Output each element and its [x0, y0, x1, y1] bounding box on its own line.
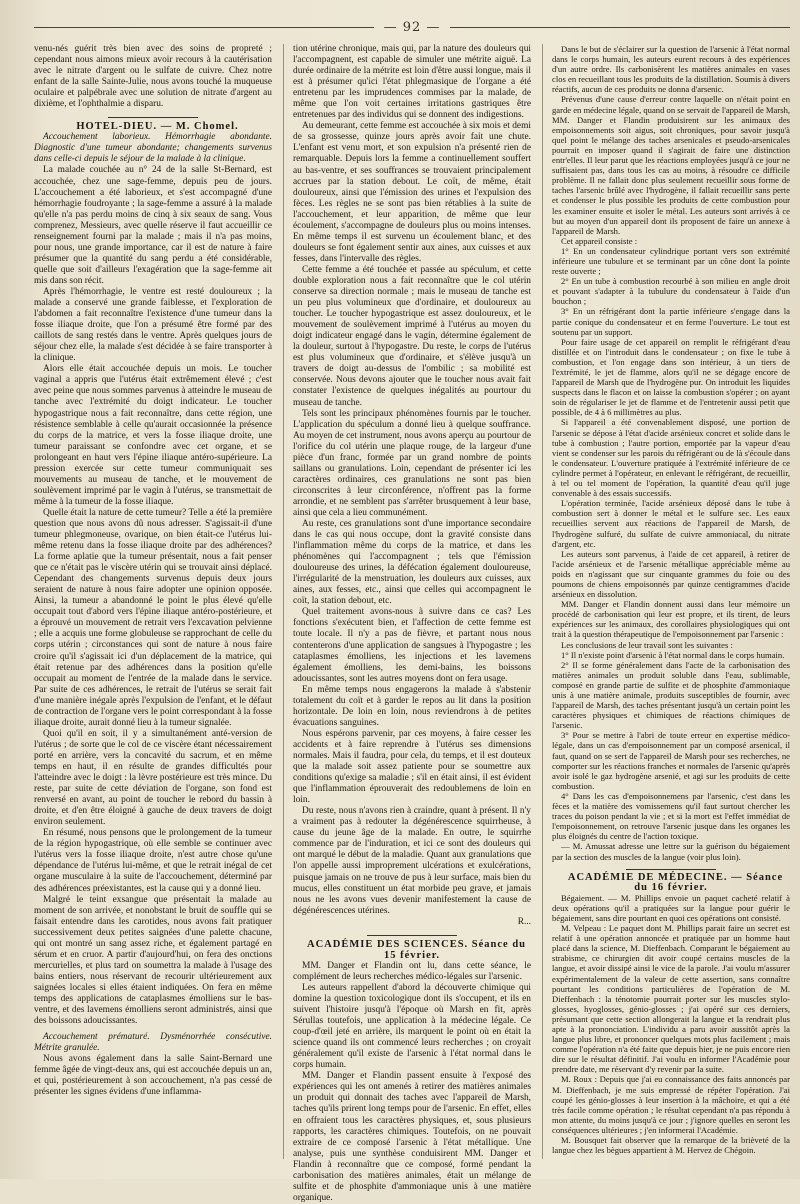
header-rule-left — [34, 27, 374, 28]
page-header — [34, 16, 790, 38]
section-divider — [367, 935, 457, 936]
paragraph: tion utérine chronique, mais qui, par la nature des douleurs qui l'accompagnent, est capable de simuler une métrite aiguë. La durée ordinaire de la métrite est loin d'être aussi longue, mais il est à présumer qu'ici l'état phlegmasique de l'organe a été entretenu par les imprudences commises par la malade, de même que l'on voit certaines irritations gastriques être entretenues par des individus qui se donnent des indigestions. — [293, 44, 531, 121]
paragraph: Quoi qu'il en soit, il y a simultanément anté-version de l'utérus ; de sorte que le col de ce viscère étant nécessairement porté en arrière, vers la concavité du sacrum, et en même temps en haut, il en résulte de grandes difficultés pour l'atteindre avec le doigt : la lèvre postérieure est très mince. Du reste, par suite de cette déviation de l'organe, son fond est renversé en avant, au point de toucher le rebord du bassin à droite, et d'en être éloigné à gauche de deux travers de doigt environ seulement. — [34, 728, 272, 828]
paragraph: MM. Danger et Flandin donnent aussi dans leur mémoire un procédé de carbonisation qui leur est propre, et ils tirent, de leurs expériences sur les animaux, des corollaires physiologiques qui ont trait à la question thérapeutique de l'empoisonnement par l'arsenic : — [552, 599, 790, 640]
paragraph: Nous avons également dans la salle Saint-Bernard une femme âgée de vingt-deux ans, qui est accouchée depuis un an, et qui, postérieurement à son accouchement, n'a pas cessé de présenter les signes évidens d'une inflamma- — [34, 1054, 272, 1098]
paragraph: Cet appareil consiste : — [561, 235, 638, 246]
paragraph: 3° En un réfrigérant dont la partie inférieure s'engage dans la partie conique du condensateur et en ferme l'ouverture. Le tout est soutenu par un support. — [552, 306, 790, 337]
paragraph: — M. Amussat adresse une lettre sur la guérison du bégaiement par la section des muscles de la langue (voir plus loin). — [552, 841, 790, 862]
paragraph: Quel traitement avons-nous à suivre dans ce cas? Les fonctions s'exécutent bien, et l'affection de cette femme est toute locale. Il n'y a pas de fièvre, et partant nous nous contenterons d'une application de sangsues à l'hypogastre ; les cataplasmes émolliens, les injections et les lavemens également émolliens, les demi-bains, les boissons adoucissantes, sont les autres moyens dont on fera usage. — [293, 607, 531, 684]
column-3 — [542, 44, 790, 1159]
page-number: — 92 — — [383, 19, 441, 35]
paragraph: M. Bousquet fait observer que la remarque de la brièveté de la langue chez les bègues appartient à M. Hervez de Chégoin. — [552, 1135, 790, 1156]
paragraph: 1° En un condensateur cylindrique portant vers son extrémité inférieure une tubulure et se terminant par un cône dont la pointe reste ouverte ; — [552, 245, 790, 277]
column-1 — [34, 44, 272, 1159]
paragraph: Quelle était la nature de cette tumeur? Telle a été la première question que nous avons dû nous adresser. S'agissait-il d'une tumeur phlegmoneuse, ovarique, on bien était-ce l'utérus lui-même retenu dans la fosse iliaque droite par des adhérences? La forme aplatie que la tumeur présentait, nous a fait penser que ce n'était pas le viscère utérin qui se trouvait ainsi déplacé. Cependant des changements survenus depuis deux jours seraient de nature à nous faire adopter une opinion opposée. Ainsi, la tumeur a abandonné le point le plus élevé qu'elle occupait tout d'abord vers l'épine iliaque antéro-postérieure, et a éprouvé un mouvement de retrait vers l'excavation pelvienne ; elle a acquis une forme globuleuse se rapprochant de celle du corps utérin ; circonstances qui sont de nature à nous faire croire qu'il s'agissait ici d'un déplacement de la matrice, qui était retenue par des adhérences dans la position qu'elle occupait au moment de l'entrée de la malade dans le service. Par suite de ces adhérences, le retrait de l'utérus se serait fait d'une manière inégale après l'expulsion de l'enfant, et le défaut de contraction de l'organe vers le point correspondant à la fosse iliaque droite, aurait donné lieu à la tumeur signalée. — [34, 507, 272, 728]
section-title: ACADÉMIE DE MÉDECINE. — Séance du 16 février. — [567, 871, 784, 893]
paragraph: En même temps nous engagerons la malade à s'abstenir totalement du coït et à garder le repos au lit dans la position horizontale. De loin en loin, nous reviendrons à de petites évacuations sanguines. — [293, 684, 531, 728]
paragraph: Prévenus d'une cause d'erreur contre laquelle on n'était point en garde en médecine légale, quand on se servait de l'appareil de Marsh, MM. Danger et Flandin produisirent sur les animaux des empoisonnements soit aigus, soit chroniques, pour savoir jusqu'à quel point le mélange des taches arsenicales et pseudo-arsenicales pourrait en imposer quand il s'agirait de faire une distinction entr'elles. Il leur parut que les réactions employées jusqu'à ce jour ne suffisaient pas, dans tous les cas au moins, à résoudre ce difficile problème. Il ne fallait donc plus seulement recueillir sous forme de taches l'arsenic brûlé avec l'hydrogène, il fallait recueillir sans perte et condenser le plus possible les produits de cette combustion pour les examiner ensuite et isoler le métal. Les auteurs sont arrivés à ce but au moyen d'un appareil dont ils proposent de faire un annexe à l'appareil de Marsh. — [552, 94, 791, 236]
paragraph: M. Velpeau : Le paquet dont M. Phillips parait faire un secret est relatif à une opération annoncée et pratiquée par un homme haut placé dans la science, M. Dieffenbach. Comparant le bégaiement au strabisme, ce chirurgien dit avoir coupé certains muscles de la langue, et avoir dissipé ainsi le vice de la parole. J'ai voulu m'assurer expérimentalement de la valeur de cette assertion, sans connaître pourtant les conditions particulières de l'opération de M. Dieffenbach : la ténotomie pourrait porter sur les muscles stylo-glosses, hyoglosses, génio-glosses ; j'ai opéré sur ces derniers, présumant que cette section allongerait la langue et la rendrait plus apte à la prononciation. L'individu a paru avoir aussitôt après la langue plus libre, et prononcer quelques mots plus facilement ; mais comme l'opération n'a été faite que depuis hier, je ne puis encore rien dire sur le résultat définitif. J'ai voulu en informer l'Académie pour prendre date, me réservant d'y revenir par la suite. — [552, 923, 790, 1075]
text-columns — [34, 44, 791, 1203]
paragraph: Du reste, nous n'avons rien à craindre, quant à présent. Il n'y a vraiment pas à redouter la dégénérescence squirrheuse, à cause du jeune âge de la malade. En outre, le squirrhe commence par de l'induration, et ici ce sont des douleurs qui ont marqué le début de la maladie. Quant aux granulations que l'on appelle aussi improprement ulcérations et exulcérations, puisque jamais on ne trouve de pus à leur surface, mais bien du mucus, elles constituent un état morbide peu grave, et jamais nous ne les avons vues devenir manifestement la cause de dégénérescences utérines. — [293, 806, 531, 916]
paragraph: 2° En un tube à combustion recourbé à son milieu en angle droit et pouvant s'adapter à la tubulure du condensateur à l'aide d'un bouchon ; — [552, 276, 790, 307]
paragraph: MM. Danger et Flandin passent ensuite à l'exposé des expériences qui les ont amenés à retirer des matières animales un produit qui donnait des taches avec l'appareil de Marsh, taches qu'ils prirent long temps pour de l'arsenic. En effet, elles en offraient tous les caractères physiques, et, sous plusieurs rapports, les caractères chimiques. Toutefois, on ne pouvait extraire de ce composé l'arsenic à l'état métallique. Une analyse, puis une synthèse conduisirent MM. Danger et Flandin à reconnaître que ce composé, formé pendant la carbonisation des matières animales, était un mélange de sulfite et de phosphite d'ammoniaque unis à une matière organique. — [293, 1071, 531, 1203]
section-title: HOTEL-DIEU. — M. Chomel. — [76, 121, 239, 133]
section-title: ACADÉMIE DES SCIENCES. Séance du 15 février. — [307, 938, 526, 961]
paragraph: Bégaiement. — M. Phillips envoie un paquet cacheté relatif à deux opérations qu'il a pratiquées sur la langue pour guérir le bégaiement, sans dire pourtant en quoi ces opérations ont consisté. — [552, 892, 790, 923]
paragraph: venu-nés guérit très bien avec des soins de propreté ; cependant nous aimons mieux avoir recours à la cautérisation avec le nitrate d'argent ou le sulfate de cuivre. Chez notre enfant de la salle Sainte-Julie, nous avons touché la muqueuse oculaire et palpébrale avec une solution de nitrate d'argent au dixième, et l'ophthalmie a disparu. — [34, 44, 272, 110]
header-rule-right — [450, 27, 790, 28]
paragraph: Au demeurant, cette femme est accouchée à six mois et demi de sa grossesse, quinze jours après avoir fait une chute. L'enfant est venu mort, et son expulsion n'a présenté rien de remarquable. Depuis lors la femme a continuellement souffert au bas-ventre, et ses souffrances se trouvaient principalement accrues par la station debout. Le coït, de même, était douloureux, ainsi que l'émission des urines et l'expulsion des fèces. Les règles ne se sont pas bien rétablies à la suite de l'accouchement, et leur apparition, de même que leur écoulement, s'accompagne de douleurs plus ou moins intenses. En même temps il est survenu un écoulement blanc, et des douleurs se font également sentir aux aines, aux cuisses et aux fesses, dans l'intervalle des règles. — [293, 121, 531, 264]
paragraph: 1° Il n'existe point d'arsenic à l'état normal dans le corps humain. — [561, 649, 785, 660]
paragraph: Dans le but de s'éclairer sur la question de l'arsenic à l'état normal dans le corps humain, les auteurs eurent recours à des expériences d'un autre ordre. Ils carbonisèrent les matières animales en vases clos en recueillant tous les produits de la distillation. Soumis à divers réactifs, aucun de ces produits ne donna d'arsenic. — [552, 44, 790, 95]
paragraph: Cette femme a été touchée et passée au spéculum, et cette double exploration nous a fait reconnaître que le col utérin conserve sa direction normale ; mais le museau de tanche est un peu plus volumineux que d'ordinaire, et douloureux au toucher. Le toucher hypogastrique est assez douloureux, et le mouvement de soulèvement imprimé à l'utérus au moyen du doigt indicateur engagé dans le vagin, détermine également de la douleur, surtout à l'hypogastre. Du reste, le corps de l'utérus est plus volumineux que d'ordinaire, et s'élève jusqu'à un travers de doigt au-dessus de l'ombilic ; sa mobilité est conservée. Nous devons ajouter que le toucher nous avait fait constater l'existence de quelques inégalités au pourtour du museau de tanche. — [293, 264, 531, 408]
paragraph: Si l'appareil a été convenablement disposé, une portion de l'arsenic se dépose à l'état d'acide arsénieux concret et solide dans le tube à combustion ; l'autre portion, emportée par la vapeur d'eau vient se condenser sur les parois du réfrigérant ou de là s'écoule dans le condensateur. L'ouverture pratiquée à l'extrémité inférieure de ce cylindre permet à l'opérateur, en enlevant le réfrigérant, de recueillir, à tel ou tel moment de l'opération, la quantité d'eau qu'il juge convenable à des essais successifs. — [552, 417, 790, 499]
paragraph: Les conclusions de leur travail sont les suivantes : — [561, 639, 733, 650]
section-divider — [626, 869, 716, 870]
paragraph: Pour faire usage de cet appareil on remplit le réfrigérant d'eau distillée et on l'introduit dans le condensateur ; on fixe le tube à combustion, et l'on engage dans son intérieur, à un tiers de l'extrémité, le jet de flamme, alors qu'il ne se dégage encore de l'appareil de Marsh que de l'hydrogène pur. On introduit les liquides suspects dans le flacon et on laisse la combustion s'opérer ; on ayant soin de régulariser le jet de flamme et de l'entretenir aussi petit que possible, de 4 à 6 millimètres au plus. — [552, 336, 790, 418]
paragraph: L'opération terminée, l'acide arsénieux déposé dans le tube à combustion sert à donner le métal et le sulfure sec. Les eaux recueillies servent aux réactions de l'appareil de Marsh, de l'hydrogène sulfuré, du sulfate de cuivre ammoniacal, du nitrate d'argent, etc. — [552, 498, 790, 549]
paragraph: En résumé, nous pensons que le prolongement de la tumeur de la région hypogastrique, où elle semble se continuer avec l'utérus vers la fosse iliaque droite, n'est autre chose qu'une dépendance de l'utérus lui-même, et que le retrait inégal de cet organe musculaire à la suite de l'accouchement, déterminé par des adhérences préexistantes, est la cause qui y a donné lieu. — [34, 828, 272, 894]
column-2 — [283, 44, 531, 1203]
paragraph: 4° Dans les cas d'empoisonnemens par l'arsenic, c'est dans les fèces et la matière des vomissemens qu'il faut surtout chercher les traces du poison pendant la vie ; et si la mort est l'effet immédiat de l'empoisonnement, on retrouve l'arsenic jusque dans les organes les plus éloignés du centre de l'action toxique. — [552, 790, 790, 842]
paragraph: Malgré le teint exsangue que présentait la malade au moment de son arrivée, et nonobstant le bruit de souffle qui se faisait entendre dans les carotides, nous avons fait pratiquer successivement deux petites saignées d'une palette chacune, qui ont montré un sang assez riche, et également partagé en sérum et en cruor. A partir d'aujourd'hui, on fera des onctions mercurielles, et plus tard on soumettra la malade à l'usage des bains entiers, nous réservant de recourir ultérieurement aux saignées locales si elles étaient indiquées. On fera en même temps des applications de cataplasmes émolliens sur le bas-ventre, et des lavemens émolliens seront administrés, ainsi que des boissons adoucissantes. — [34, 894, 272, 1027]
paragraph: Les auteurs rappellent d'abord la découverte chimique qui domine la question toxicologique dont ils s'occupent, et ils en suivent l'histoire jusqu'à l'époque où Marsh en fit, après Sérullas toutefois, une application à la médecine légale. Ce coup-d'œil jeté en arrière, ils marquent le point où en était la science quand ils ont commencé leurs recherches ; on croyait généralement qu'il existe de l'arsenic à l'état normal dans le corps humain. — [293, 982, 531, 1071]
paragraph: Tels sont les principaux phénomènes fournis par le toucher. L'application du spéculum a donné lieu à quelque souffrance. Au moyen de cet instrument, nous avons aperçu au pourtour de l'orifice du col utérin une plaque rouge, de la largeur d'une pièce d'un franc, formée par un grand nombre de points saillans ou granulations. Loin, cependant de présenter ici les caractères ordinaires, ces granulations ne sont pas bien circonscrites à leur circonférence, n'offrent pas la forme arrondie, et ne semblent pas s'arrêter brusquement à leur base, ainsi que cela a lieu communément. — [293, 408, 531, 518]
paragraph: 2° Il se forme généralement dans l'acte de la carbonisation des matières animales un produit soluble dans l'eau, sublimable, composé en grande partie de sulfite et de phosphite d'ammoniaque unis à une matière animale, produits susceptibles de fournir, avec l'appareil de Marsh, des taches présentant jusqu'à un certain point les caractères physiques et chimiques de réactions chimiques de l'arsenic. — [552, 659, 790, 731]
paragraph: M. Roux : Depuis que j'ai eu connaissance des faits annoncés par M. Dieffenbach, je me suis empressé de répéter l'opération. J'ai coupé les génio-glosses à leur insertion à la mâchoire, et qui a été très facile comme opération ; le résultat cependant n'a pas répondu à mon attente, du moins jusqu'à ce jour ; j'ignore quelles en seront les conséquences ultérieures ; j'en informerai l'Académie. — [552, 1074, 790, 1135]
paragraph: Au reste, ces granulations sont d'une importance secondaire dans le cas qui nous occupe, dont la gravité consiste dans l'inflammation même du corps de la matrice, et dans les phénomènes qui l'accompagnent ; tels que l'émission douloureuse des urines, la défécation également douloureuse, l'irrégularité de la menstruation, les douleurs aux cuisses, aux aines, aux fesses, etc., ainsi que celles qui accompagnent le coït, la station debout, etc. — [293, 519, 531, 607]
paragraph: Les auteurs sont parvenus, à l'aide de cet appareil, à retirer de l'acide arsénieux et de l'arsenic métallique appréciable même au poids en n'agissant que sur cinquante grammes du foie ou des poumons de chiens empoisonnés par quinze centigrammes d'acide arsénieux en dissolution. — [552, 548, 790, 600]
paragraph: 3° Pour se mettre à l'abri de toute erreur en expertise médico-légale, dans un cas d'empoisonnement par un composé arsenical, il faut, quand on se sert de l'appareil de Marsh pour ses recherches, ne comporter sur les réactions franches et normales de l'arsenic qu'après avoir isolé le gaz hydrogène arsenié, et agi sur les produits de cette combustion. — [552, 730, 790, 791]
paragraph: La malade couchée au n° 24 de la salle St-Bernard, est accouchée, chez une sage-femme, depuis peu de jours. L'accouchement a été laborieux, et s'est accompagné d'une hémorrhagie foudroyante ; la sage-femme a assuré à la malade qu'elle n'a pas perdu moins de cinq à six seaux de sang. Vous comprenez, Messieurs, avec quelle réserve il faut accueillir ce renseignement fourni par la malade ; mais il n'a pas moins, pour nous, une grande importance, car il est de nature à faire présumer que la quantité du sang perdu a été considérable, quelle que soit d'ailleurs l'exagération que la sage-femme ait mis dans son récit. — [34, 165, 272, 286]
paragraph: MM. Danger et Flandin ont lu, dans cette séance, le complément de leurs recherches médico-légales sur l'arsenic. — [293, 960, 531, 982]
paragraph: Après l'hémorrhagie, le ventre est resté douloureux ; la malade a conservé une grande faiblesse, et l'exploration de l'abdomen a fait reconnaître l'existence d'une tumeur dans la fosse iliaque droite, que l'on a présumé être formé par des caillots de sang restés dans le ventre. Après quelques jours de séjour chez elle, la malade s'est décidée à se faire transporter à la clinique. — [34, 286, 272, 364]
section-divider — [108, 117, 198, 118]
author-signature: R... — [517, 916, 531, 927]
paragraph: Alors elle était accouchée depuis un mois. Le toucher vaginal a appris que l'utérus était extrêmement élevé ; c'est avec peine que nous sommes parvenus à atteindre le museau de tanche avec l'extrémité du doigt indicateur. Le toucher hypogastrique nous a fait reconnaître, dans cette région, une résistence semblable à celle qu'aurait occasionnée la présence du corps de la matrice, et vers la fosse iliaque droite, une tumeur paraissant se confondre avec cet organe, et se prolongeant en haut vers l'épine iliaque antéro-supérieure. La pression exercée sur cette tumeur communiquait ses mouvements au museau de tanche, et le mouvement de soulèvement imprimé par le vagin à l'utérus, se transmettait de même à la tumeur de la fosse iliaque. — [34, 364, 272, 507]
article-subheading: Accouchement prématuré. Dysménorrhée consécutive. Métrite granulée. — [34, 1032, 272, 1054]
paragraph: Nous espérons parvenir, par ces moyens, à faire cesser les accidents et à faire reprendre à l'utérus ses dimensions normales. Mais il faudra, pour cela, du temps, et il est douteux que la malade soit assez patiente pour se soumettre aux conditions qu'exige sa maladie ; s'il en était ainsi, il est évident que l'inflammation éprouverait des redoublemens de loin en loin. — [293, 728, 531, 806]
article-subheading: Accouchement laborieux. Hémorrhagie abondante. Diagnostic d'une tumeur abondante; changements survenus dans celle-ci depuis le séjour de la malade à la clinique. — [34, 132, 272, 165]
